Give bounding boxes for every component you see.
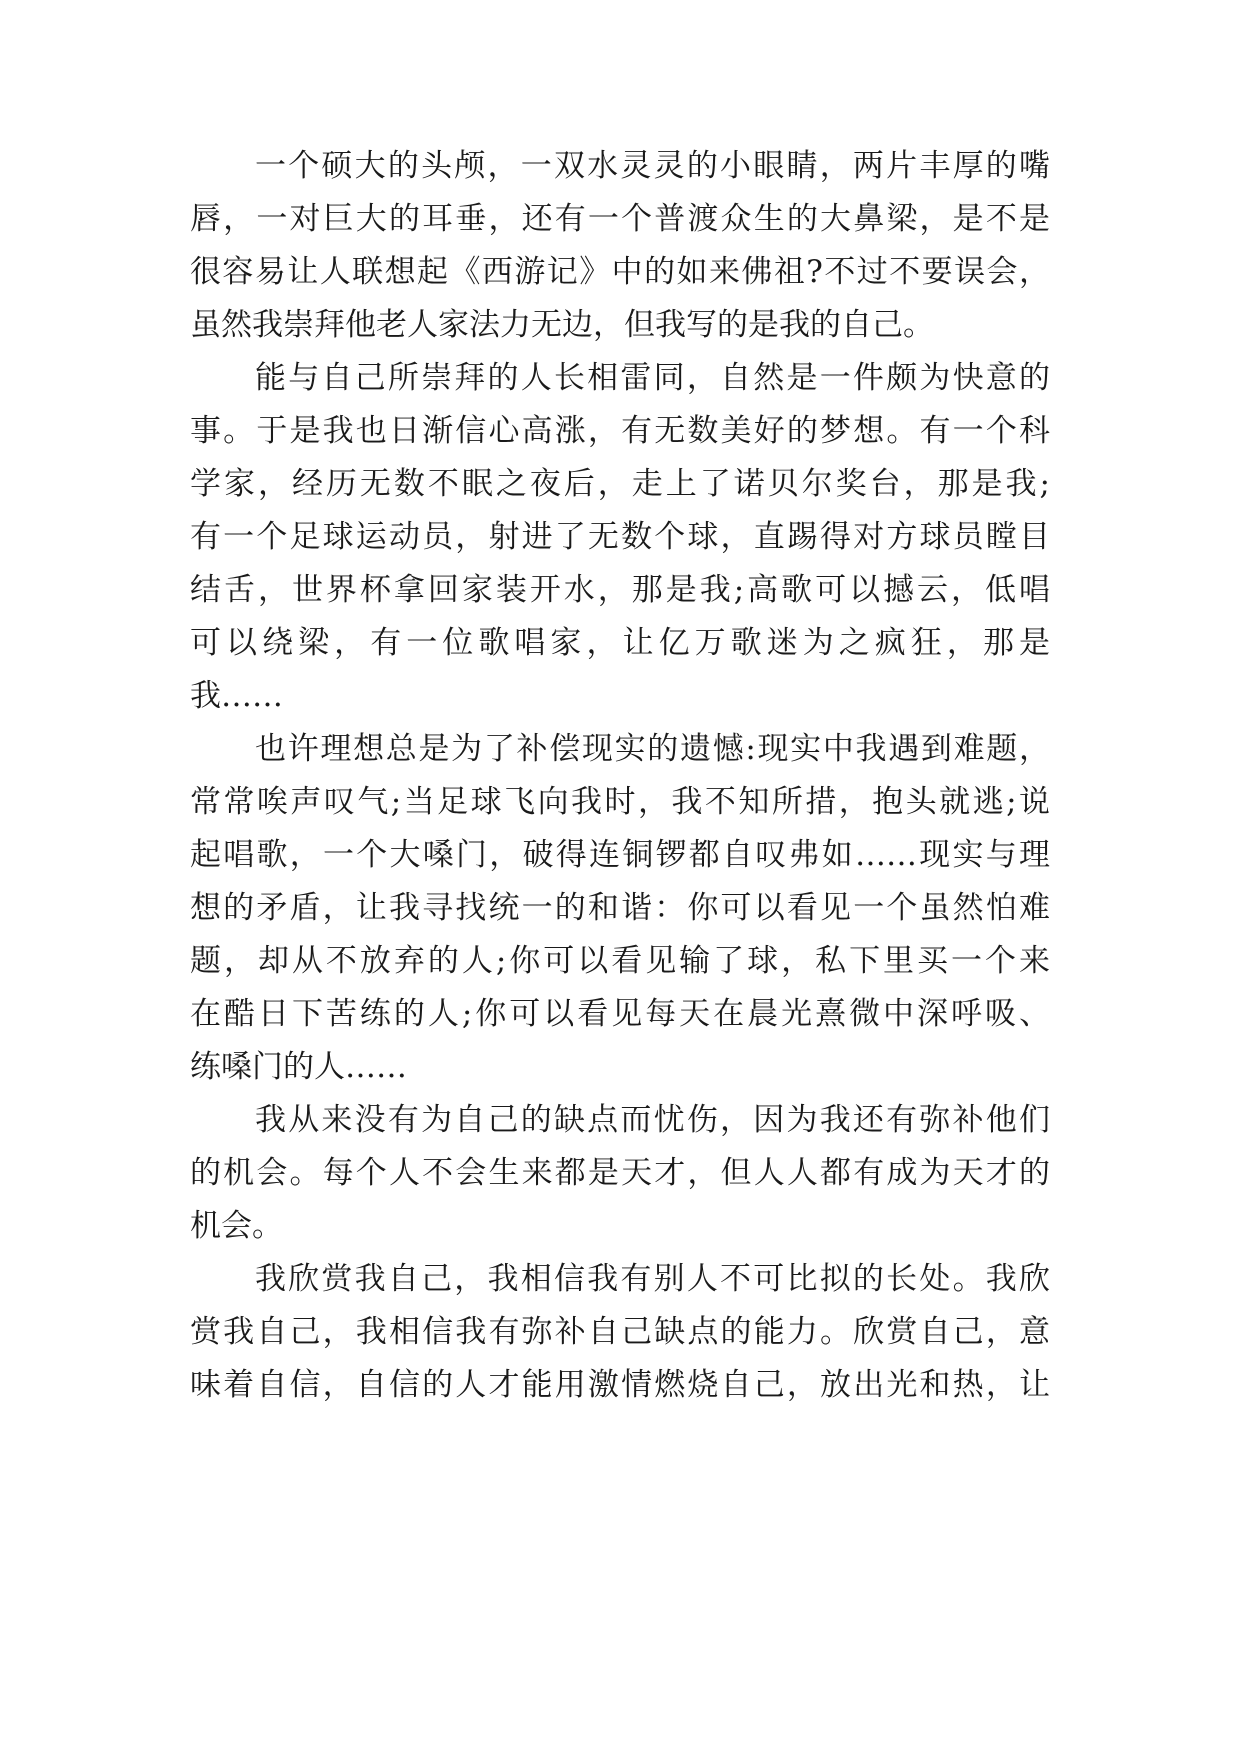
paragraph-1-line-1: 一个硕大的头颅，一双水灵灵的小眼睛，两片丰厚的嘴 <box>255 148 1050 184</box>
paragraph-2-line-7: 我…… <box>190 678 283 714</box>
paragraph-1-line-2: 唇，一对巨大的耳垂，还有一个普渡众生的大鼻梁，是不是 <box>190 201 1050 237</box>
paragraph-3-line-4: 想的矛盾，让我寻找统一的和谐：你可以看见一个虽然怕难 <box>190 890 1050 926</box>
paragraph-3-line-3: 起唱歌，一个大嗓门，破得连铜锣都自叹弗如……现实与理 <box>190 837 1050 873</box>
paragraph-3-line-1: 也许理想总是为了补偿现实的遗憾:现实中我遇到难题， <box>255 731 1050 767</box>
paragraph-5-line-1: 我欣赏我自己，我相信我有别人不可比拟的长处。我欣 <box>255 1261 1050 1297</box>
paragraph-4-line-3: 机会。 <box>190 1208 283 1244</box>
paragraph-4-line-1: 我从来没有为自己的缺点而忧伤，因为我还有弥补他们 <box>255 1102 1050 1138</box>
paragraph-3-line-5: 题，却从不放弃的人;你可以看见输了球，私下里买一个来 <box>190 943 1050 979</box>
paragraph-1-line-3: 很容易让人联想起《西游记》中的如来佛祖?不过不要误会， <box>190 254 1050 290</box>
paragraph-2-line-5: 结舌，世界杯拿回家装开水，那是我;高歌可以撼云，低唱 <box>190 572 1050 608</box>
paragraph-5-line-3: 味着自信，自信的人才能用激情燃烧自己，放出光和热，让 <box>190 1367 1050 1403</box>
paragraph-3-line-2: 常常唉声叹气;当足球飞向我时，我不知所措，抱头就逃;说 <box>190 784 1050 820</box>
paragraph-3-line-7: 练嗓门的人…… <box>190 1049 407 1085</box>
paragraph-4-line-2: 的机会。每个人不会生来都是天才，但人人都有成为天才的 <box>190 1155 1050 1191</box>
paragraph-2-line-1: 能与自己所崇拜的人长相雷同，自然是一件颇为快意的 <box>255 360 1050 396</box>
paragraph-3-line-6: 在酷日下苦练的人;你可以看见每天在晨光熹微中深呼吸、 <box>190 996 1050 1032</box>
paragraph-5-line-2: 赏我自己，我相信我有弥补自己缺点的能力。欣赏自己，意 <box>190 1314 1050 1350</box>
paragraph-2-line-6: 可以绕梁，有一位歌唱家，让亿万歌迷为之疯狂，那是 <box>190 625 1050 661</box>
paragraph-2-line-3: 学家，经历无数不眠之夜后，走上了诺贝尔奖台，那是我; <box>190 466 1050 502</box>
paragraph-2-line-2: 事。于是我也日渐信心高涨，有无数美好的梦想。有一个科 <box>190 413 1050 449</box>
paragraph-1-line-4: 虽然我崇拜他老人家法力无边，但我写的是我的自己。 <box>190 307 934 343</box>
paragraph-2-line-4: 有一个足球运动员，射进了无数个球，直踢得对方球员瞠目 <box>190 519 1050 555</box>
